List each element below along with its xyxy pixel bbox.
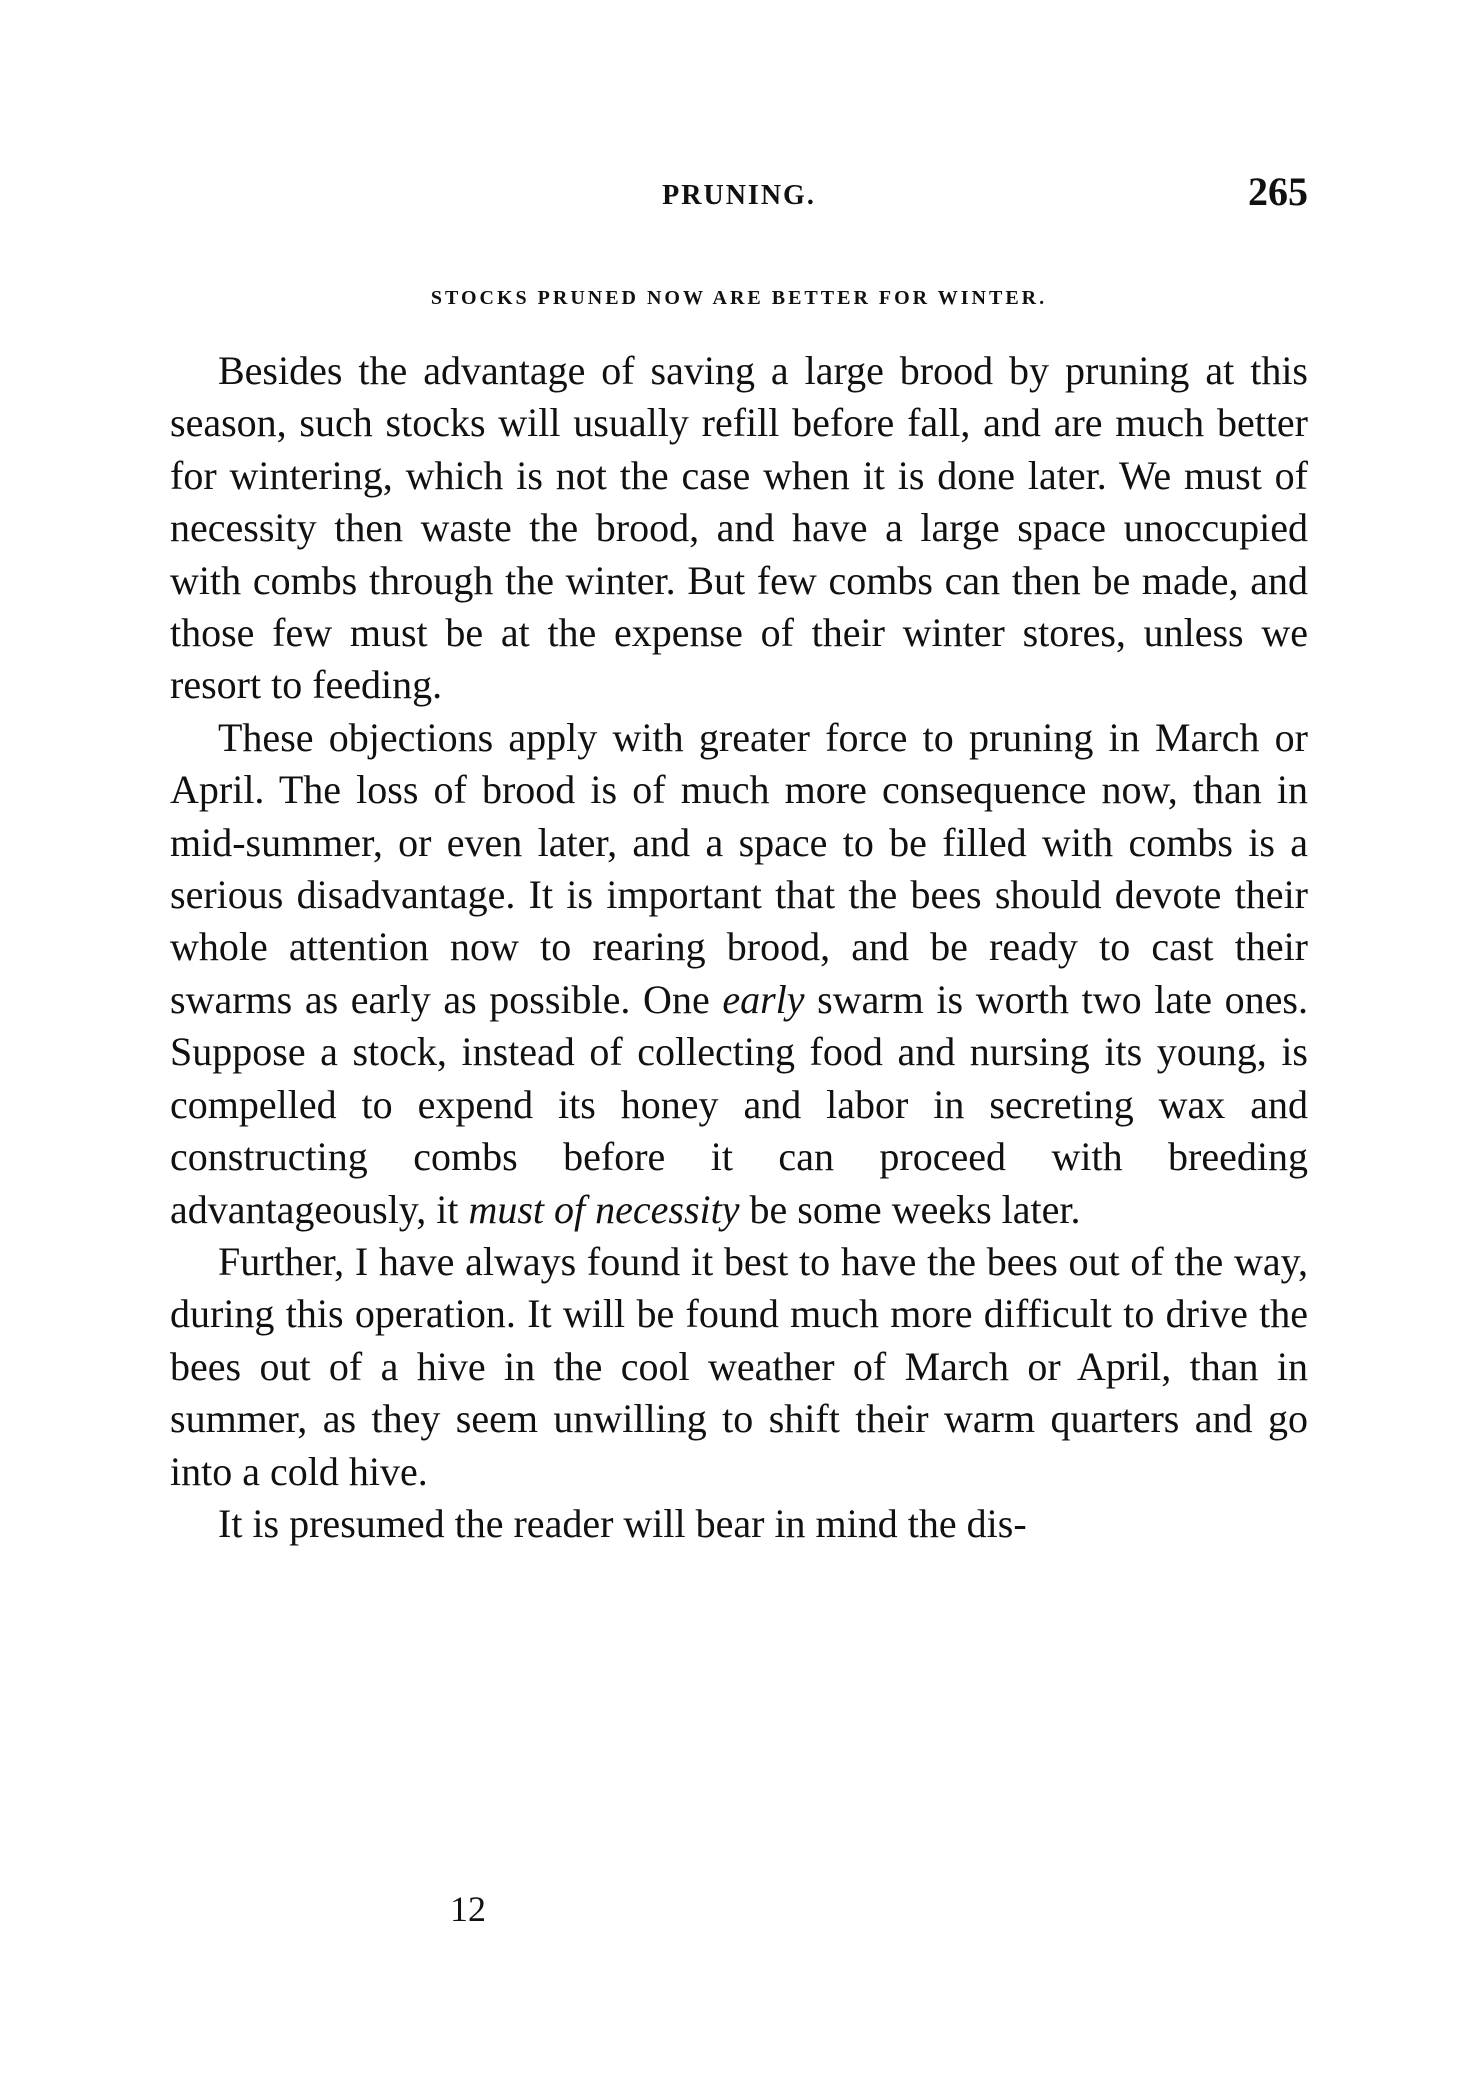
paragraph (170, 1498, 1308, 1550)
paragraph-text: swarm is worth two late ones. Suppose a stock, instead of collecting food and nursing its young, is compelled to expend its honey and labor in secreting wax and constructing combs before it can proceed with breeding advantageously, it (170, 976, 1308, 1232)
paragraph-text: be some weeks later. (739, 1186, 1081, 1232)
italic-emphasis: early (722, 976, 805, 1022)
section-heading: STOCKS PRUNED NOW ARE BETTER FOR WINTER. (430, 287, 1048, 309)
paragraph-text: Further, I have always found it best to have the bees out of the way, during this operation. It will be found much more difficult to drive the bees out of a hive in the cool weather of March or April, than in summer, as they seem unwilling to shift their warm quarters and go into a cold hive. (170, 1238, 1308, 1494)
paragraph (170, 712, 1308, 1236)
paragraph (170, 345, 1308, 712)
paragraph-text: These objections apply with greater force to pruning in March or April. The loss of brood is of much more consequence now, than in mid-summer, or even later, and a space to be filled with combs is a serious disadvantage. It is important that the bees should devote their whole attention now to rearing brood, and be ready to cast their swarms as early as possible. One (170, 714, 1308, 1022)
body-text (170, 345, 1308, 1550)
running-head: PRUNING. (662, 180, 816, 211)
signature-mark: 12 (450, 1889, 486, 1929)
page-number: 265 (1248, 169, 1308, 214)
page-header (170, 168, 1308, 218)
paragraph-text: Besides the advantage of saving a large brood by pruning at this season, such stocks will usually refill before fall, and are much better for wintering, which is not the case when it is done later. We must of necessity then waste the brood, and have a large space unoccupied with combs through the winter. But few combs can then be made, and those few must be at the expense of their winter stores, unless we resort to feeding. (170, 348, 1308, 708)
paragraph-text: It is presumed the reader will bear in mind the dis- (218, 1500, 1027, 1546)
italic-emphasis: must of necessity (468, 1186, 740, 1232)
paragraph (170, 1236, 1308, 1498)
